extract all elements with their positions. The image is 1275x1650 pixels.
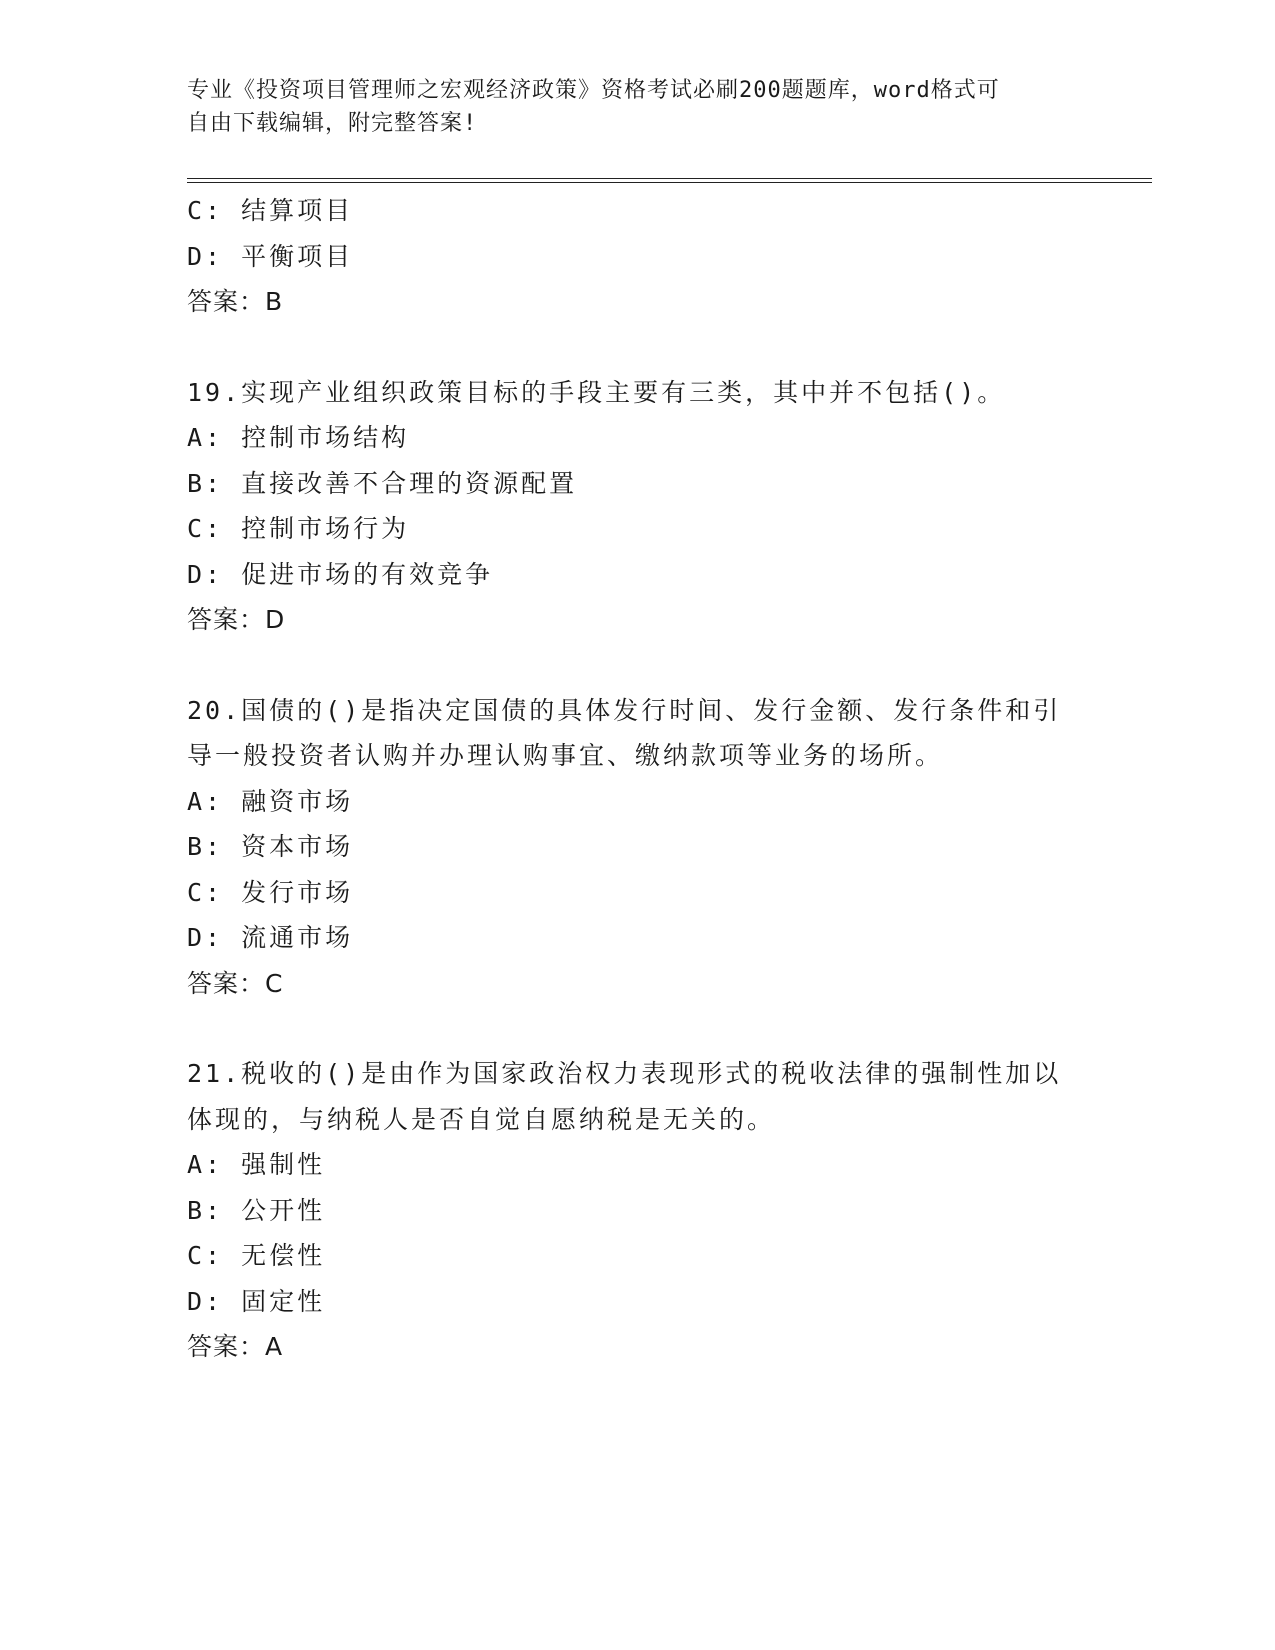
question-stem-line-1: 21.税收的()是由作为国家政治权力表现形式的税收法律的强制性加以: [187, 1059, 1062, 1088]
option-d: D: 促进市场的有效竞争: [187, 559, 494, 589]
question-stem-line-1: 20.国债的()是指决定国债的具体发行时间、发行金额、发行条件和引: [187, 695, 1062, 725]
answer: 答案：C: [187, 968, 284, 998]
option-b: B: 公开性: [187, 1195, 326, 1225]
option-a: A: 强制性: [187, 1150, 326, 1179]
question-21: [187, 1051, 1087, 1370]
answer: 答案：D: [187, 605, 286, 634]
option-a: A: 融资市场: [187, 786, 354, 816]
question-19: [187, 370, 1087, 643]
question-stem-line-2: 体现的，与纳税人是否自觉自愿纳税是无关的。: [187, 1104, 776, 1134]
question-stem-line-2: 导一般投资者认购并办理认购事宜、缴纳款项等业务的场所。: [187, 741, 944, 770]
page-header: [187, 74, 1067, 140]
prev-question: [187, 188, 1087, 325]
question-stem: 19.实现产业组织政策目标的手段主要有三类，其中并不包括()。: [187, 377, 1006, 407]
option-c: C: 结算项目: [187, 196, 354, 225]
header-double-rule: [187, 178, 1152, 184]
option-c: C: 发行市场: [187, 877, 354, 907]
header-line-1: 专业《投资项目管理师之宏观经济政策》资格考试必刷200题题库，word格式可: [187, 78, 1000, 103]
option-c: C: 控制市场行为: [187, 514, 410, 543]
header-line-2: 自由下载编辑，附完整答案!: [187, 111, 478, 136]
option-c: C: 无偿性: [187, 1241, 326, 1270]
option-d: D: 平衡项目: [187, 241, 354, 271]
option-b: B: 资本市场: [187, 832, 354, 861]
question-content: [187, 188, 1087, 1370]
option-d: D: 流通市场: [187, 923, 354, 952]
answer: 答案：A: [187, 1332, 284, 1361]
option-a: A: 控制市场结构: [187, 423, 410, 452]
option-d: D: 固定性: [187, 1286, 326, 1316]
question-20: [187, 688, 1087, 1007]
option-b: B: 直接改善不合理的资源配置: [187, 468, 578, 498]
answer: 答案：B: [187, 287, 284, 316]
